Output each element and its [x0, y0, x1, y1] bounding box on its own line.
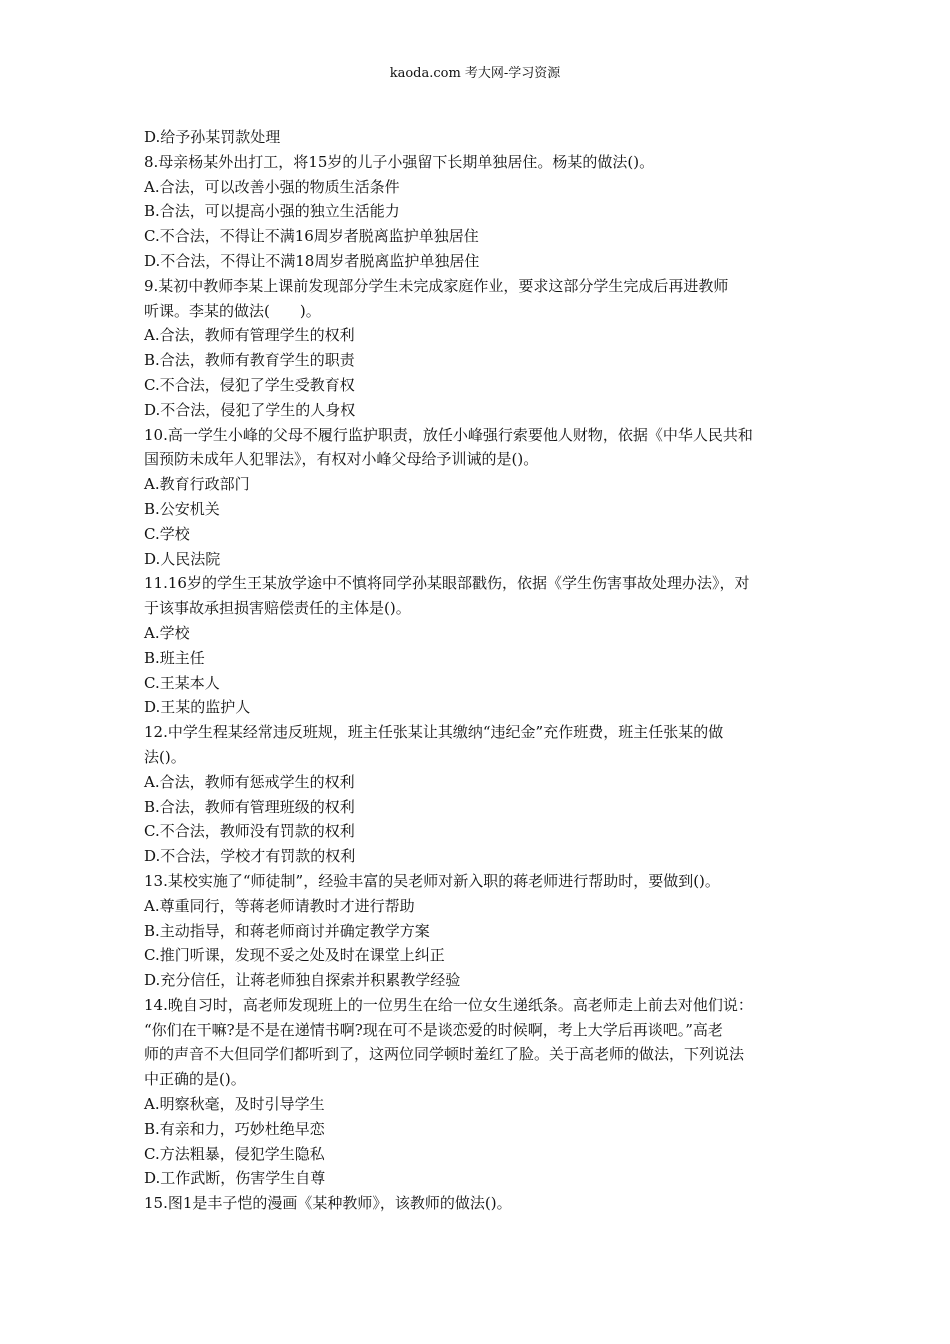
- text-line: A.合法，可以改善小强的物质生活条件: [144, 177, 400, 196]
- text-line: A.尊重同行，等蒋老师请教时才进行帮助: [144, 896, 415, 915]
- text-line: 9.某初中教师李某上课前发现部分学生未完成家庭作业，要求这部分学生完成后再进教师: [144, 276, 729, 295]
- text-line: 10.高一学生小峰的父母不履行监护职责，放任小峰强行索要他人财物，依据《中华人民共和: [144, 425, 753, 444]
- text-line: D.充分信任，让蒋老师独自探索并积累教学经验: [144, 971, 461, 990]
- text-line: A.合法，教师有管理学生的权利: [144, 326, 355, 345]
- text-line: A.教育行政部门: [144, 475, 250, 494]
- text-line: B.合法，可以提高小强的独立生活能力: [144, 202, 400, 221]
- text-line: D.人民法院: [144, 549, 221, 568]
- text-line: D.不合法，不得让不满18周岁者脱离监护单独居住: [144, 251, 480, 270]
- text-line: 中正确的是()。: [144, 1070, 246, 1089]
- text-line: C.不合法，不得让不满16周岁者脱离监护单独居住: [144, 227, 479, 246]
- text-line: 12.中学生程某经常违反班规，班主任张某让其缴纳“违纪金”充作班费，班主任张某的做: [144, 723, 724, 742]
- text-line: A.合法，教师有惩戒学生的权利: [144, 772, 355, 791]
- text-line: B.班主任: [144, 648, 205, 667]
- text-line: C.王某本人: [144, 673, 220, 692]
- text-line: 14.晚自习时，高老师发现班上的一位男生在给一位女生递纸条。高老师走上前去对他们说：: [144, 995, 753, 1014]
- text-line: D.给予孙某罚款处理: [144, 128, 281, 146]
- text-line: 师的声音不大但同学们都听到了，这两位同学顿时羞红了脸。关于高老师的做法，下列说法: [144, 1045, 745, 1064]
- text-line: C.不合法，教师没有罚款的权利: [144, 822, 355, 841]
- text-line: B.合法，教师有教育学生的职责: [144, 351, 355, 370]
- text-line: A.明察秋毫，及时引导学生: [144, 1095, 325, 1114]
- text-line: 13.某校实施了“师徒制”，经验丰富的吴老师对新入职的蒋老师进行帮助时，要做到()。: [144, 871, 720, 890]
- text-line: C.推门听课，发现不妥之处及时在课堂上纠正: [144, 946, 445, 965]
- text-line: C.学校: [144, 524, 190, 543]
- text-line: B.主动指导，和蒋老师商讨并确定教学方案: [144, 921, 430, 940]
- text-line: D.不合法，学校才有罚款的权利: [144, 847, 356, 866]
- text-line: 于该事故承担损害赔偿责任的主体是()。: [144, 599, 411, 618]
- text-line: D.王某的监护人: [144, 698, 251, 717]
- text-line: “你们在干嘛?是不是在递情书啊?现在可不是谈恋爱的时候啊，考上大学后再谈吧。”高老: [144, 1020, 723, 1039]
- text-line: 8.母亲杨某外出打工，将15岁的儿子小强留下长期单独居住。杨某的做法()。: [144, 152, 655, 171]
- text-line: 国预防未成年人犯罪法》，有权对小峰父母给予训诫的是()。: [144, 450, 539, 469]
- text-line: B.有亲和力，巧妙杜绝早恋: [144, 1119, 325, 1138]
- text-line: 听课。李某的做法( )。: [144, 301, 321, 320]
- text-line: C.不合法，侵犯了学生受教育权: [144, 375, 355, 394]
- document-body: [144, 125, 810, 1216]
- text-line: D.工作武断，伤害学生自尊: [144, 1169, 326, 1188]
- text-line: 法()。: [144, 747, 186, 766]
- text-line: C.方法粗暴，侵犯学生隐私: [144, 1144, 325, 1163]
- text-line: D.不合法，侵犯了学生的人身权: [144, 400, 356, 419]
- text-line: B.合法，教师有管理班级的权利: [144, 797, 355, 816]
- text-line: 15.图1是丰子恺的漫画《某种教师》，该教师的做法()。: [144, 1194, 512, 1213]
- page-header: kaoda.com 考大网-学习资源: [389, 66, 561, 81]
- text-line: A.学校: [144, 623, 190, 642]
- text-line: B.公安机关: [144, 499, 220, 518]
- text-line: 11.16岁的学生王某放学途中不慎将同学孙某眼部戳伤，依据《学生伤害事故处理办法》，对: [144, 574, 750, 593]
